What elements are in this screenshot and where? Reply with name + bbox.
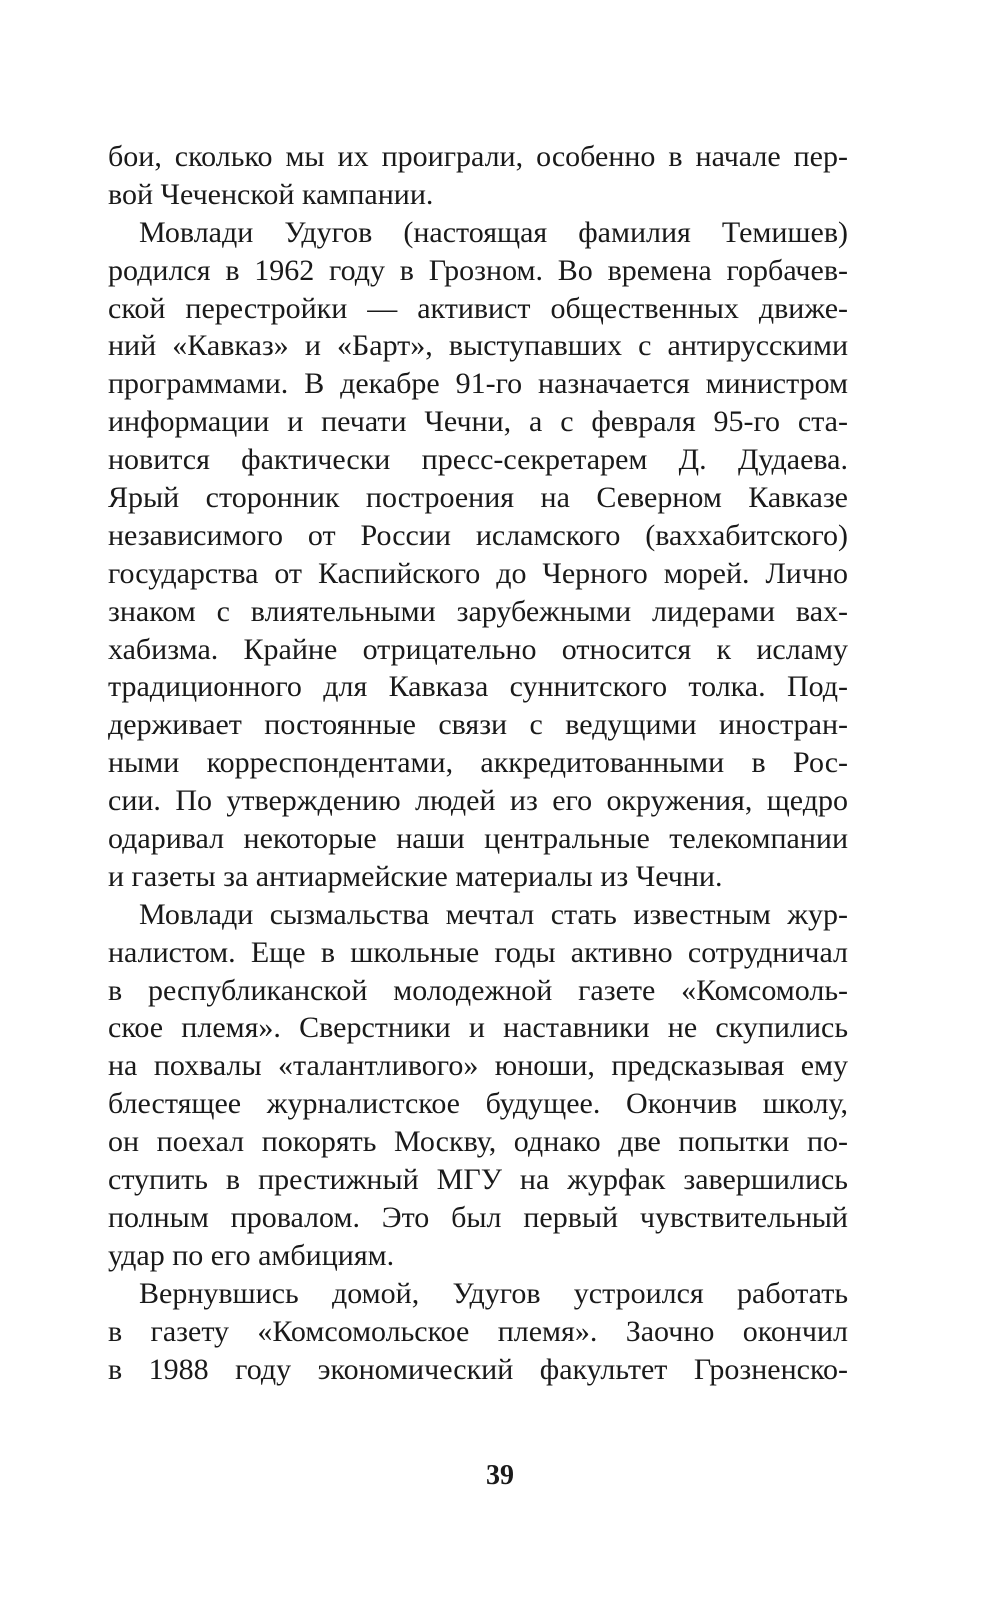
text-line: одаривал некоторые наши центральные телекомпании <box>108 822 848 856</box>
text-line: информации и печати Чечни, а с февраля 95-го ста- <box>108 405 848 439</box>
text-line: ступить в престижный МГУ на журфак завершились <box>108 1163 848 1197</box>
text-line: налистом. Еще в школьные годы активно сотрудничал <box>108 935 848 969</box>
text-line: в газету «Комсомольское племя». Заочно окончил <box>108 1314 848 1348</box>
text-line: он поехал покорять Москву, однако две попытки по- <box>108 1125 848 1159</box>
text-line: сии. По утверждению людей из его окружения, щедро <box>108 784 848 818</box>
text-line: ской перестройки — активист общественных движе- <box>108 291 848 325</box>
body-text <box>108 138 848 1388</box>
text-line: хабизма. Крайне отрицательно относится к исламу <box>108 632 848 666</box>
text-line: традиционного для Кавказа суннитского толка. Под- <box>108 670 848 704</box>
text-line: полным провалом. Это был первый чувствительный <box>108 1200 848 1234</box>
page-number: 39 <box>486 1460 514 1491</box>
text-line: независимого от России исламского (ваххабитского) <box>108 518 848 552</box>
text-line: родился в 1962 году в Грозном. Во времена горбачев- <box>108 253 848 287</box>
text-line: ское племя». Сверстники и наставники не скупились <box>108 1011 848 1045</box>
text-line: в 1988 году экономический факультет Грозненско- <box>108 1352 848 1386</box>
text-line: бои, сколько мы их проиграли, особенно в начале пер- <box>108 140 848 173</box>
text-line: новится фактически пресс-секретарем Д. Дудаева. <box>108 443 848 477</box>
text-line: Мовлади Удугов (настоящая фамилия Темишев) <box>139 215 848 249</box>
text-line: Мовлади сызмальства мечтал стать известным жур- <box>139 897 848 931</box>
text-line: ными корреспондентами, аккредитованными в Рос- <box>108 746 848 780</box>
text-line: ний «Кавказ» и «Барт», выступавших с антирусскими <box>108 329 848 363</box>
text-line: блестящее журналистское будущее. Окончив школу, <box>108 1087 848 1121</box>
text-line: и газеты за антиармейские материалы из Чечни. <box>108 859 723 893</box>
text-line: вой Чеченской кампании. <box>108 177 434 211</box>
text-line: на похвалы «талантливого» юноши, предсказывая ему <box>108 1049 848 1083</box>
text-line: Ярый сторонник построения на Северном Кавказе <box>108 481 848 515</box>
text-line: государства от Каспийского до Черного морей. Лично <box>108 556 848 590</box>
text-line: держивает постоянные связи с ведущими иностран- <box>108 708 848 742</box>
text-line: программами. В декабре 91-го назначается министром <box>108 367 848 401</box>
text-line: Вернувшись домой, Удугов устроился работать <box>139 1276 848 1310</box>
text-line: в республиканской молодежной газете «Комсомоль- <box>108 973 848 1007</box>
text-line: знаком с влиятельными зарубежными лидерами вах- <box>108 594 848 628</box>
text-line: удар по его амбициям. <box>108 1238 395 1272</box>
